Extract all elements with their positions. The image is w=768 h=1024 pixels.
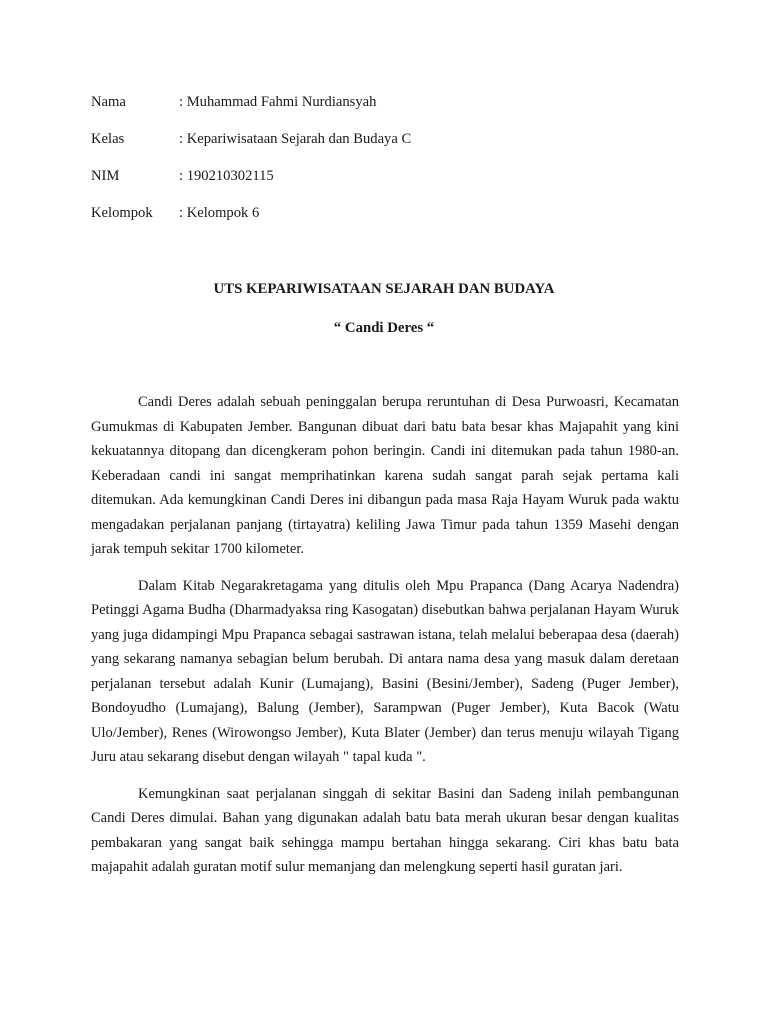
document-subtitle: “ Candi Deres “ <box>333 320 435 336</box>
info-label: NIM <box>91 168 120 184</box>
info-value: : Kelompok 6 <box>179 205 260 221</box>
info-row-kelas <box>91 129 691 166</box>
info-row-nama <box>91 92 691 129</box>
info-value: : 190210302115 <box>179 168 274 184</box>
info-label: Kelompok <box>91 205 153 221</box>
info-value: : Kepariwisataan Sejarah dan Budaya C <box>179 131 412 147</box>
info-row-nim <box>91 166 691 203</box>
paragraph: Dalam Kitab Negarakretagama yang ditulis oleh Mpu Prapanca (Dang Acarya Nadendra) Petinggi Agama Budha (Dharmadyaksa ring Kasogatan) disebutkan bahwa perjalanan Hayam Wuruk yang juga didampingi Mpu Prapanca sebagai sastrawan istana, telah melalui beberapaa desa (daerah) yang sekarang namanya sebagian belum berubah. Di antara nama desa yang masuk dalam deretaan perjalanan tersebut adalah Kunir (Lumajang), Basini (Besini/Jember), Sadeng (Puger Jember), Bondoyudho (Lumajang), Balung (Jember), Sarampwan (Puger Jember), Kuta Bacok (Watu Ulo/Jember), Renes (Wirowongso Jember), Kuta Blater (Jember) dan terus menuju wilayah Tigang Juru atau sekarang disebut dengan wilayah " tapal kuda ". <box>91 577 679 765</box>
paragraph: Candi Deres adalah sebuah peninggalan berupa reruntuhan di Desa Purwoasri, Kecamatan Gumukmas di Kabupaten Jember. Bangunan dibuat dari batu bata besar khas Majapahit yang kini kekuatannya ditopang dan dicengkeram pohon beringin. Candi ini ditemukan pada tahun 1980-an. Keberadaan candi ini sangat memprihatinkan karena sudah sangat parah sejak pertama kali ditemukan. Ada kemungkinan Candi Deres ini dibangun pada masa Raja Hayam Wuruk pada waktu mengadakan perjalanan panjang (tirtayatra) keliling Jawa Timur pada tahun 1359 Masehi dengan jarak tempuh sekitar 1700 kilometer. <box>91 394 679 557</box>
document-body <box>91 390 679 892</box>
info-label: Nama <box>91 94 126 110</box>
info-label: Kelas <box>91 131 125 147</box>
student-info <box>91 92 691 240</box>
info-row-kelompok <box>91 203 691 240</box>
document-title: UTS KEPARIWISATAAN SEJARAH DAN BUDAYA <box>213 281 555 297</box>
info-value: : Muhammad Fahmi Nurdiansyah <box>179 94 377 110</box>
paragraph: Kemungkinan saat perjalanan singgah di sekitar Basini dan Sadeng inilah pembangunan Candi Deres dimulai. Bahan yang digunakan adalah batu bata merah ukuran besar dengan kualitas pembakaran yang sangat baik sehingga mampu bertahan hingga sekarang. Ciri khas batu bata majapahit adalah guratan motif sulur memanjang dan melengkung seperti hasil guratan jari. <box>91 785 679 875</box>
